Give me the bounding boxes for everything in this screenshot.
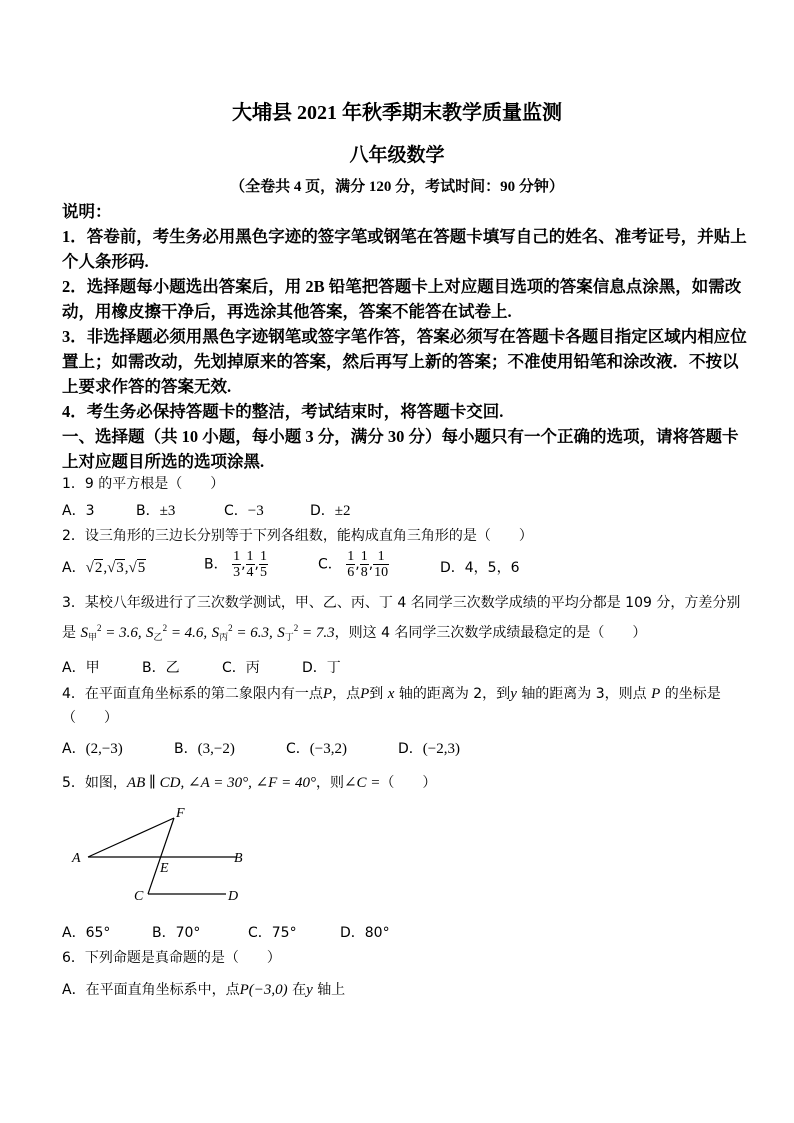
- value: = 3.6,: [105, 625, 142, 641]
- fraction: [232, 549, 241, 580]
- option-value: (3,−2): [197, 741, 235, 757]
- option-label: A．: [62, 741, 86, 757]
- option-a: A．甲: [62, 660, 100, 676]
- exam-title: 大埔县 2021 年秋季期末教学质量监测: [232, 102, 562, 124]
- subscript: 甲: [87, 632, 97, 642]
- option-label: B．: [204, 556, 228, 573]
- question-4-answer-blank: （ ）: [62, 710, 118, 726]
- option-value: −3: [247, 503, 264, 519]
- numerator: 1: [246, 549, 254, 564]
- text: ，则这 4 名同学三次数学成绩最稳定的是（ ）: [334, 625, 647, 641]
- math-expression: AB ∥ CD, ∠A = 30°, ∠F = 40°: [126, 775, 316, 791]
- variance-ding: [277, 625, 334, 641]
- option-b: B． $\frac{1}{3}$ , $\frac{1}{4}$ , $\frac{1}{5}$: [204, 549, 267, 580]
- variable-y: y: [306, 982, 313, 998]
- option-d: D．4，5，6: [440, 560, 520, 576]
- option-b: [174, 738, 235, 758]
- text: 轴的距离为 2，到: [398, 686, 511, 702]
- superscript: 2: [96, 623, 102, 633]
- radicand: 2: [94, 560, 103, 576]
- text: 在: [292, 982, 307, 998]
- instruction-line: 置上；如需改动，先划掉原来的答案，然后再写上新的答案；不准使用铅笔和涂改液．不按以: [62, 352, 739, 371]
- text: A．在平面直角坐标系中，点: [62, 982, 240, 998]
- option-value: (2,−3): [85, 741, 123, 757]
- option-a: [62, 557, 146, 577]
- question-1-stem: 1．9 的平方根是（ ）: [62, 476, 225, 492]
- denominator: 10: [374, 565, 389, 580]
- variance-bing: [212, 625, 273, 641]
- option-label: A．: [62, 560, 86, 576]
- denominator: 6: [347, 565, 355, 580]
- value: = 4.6,: [170, 625, 208, 641]
- text: 4．在平面直角坐标系的第二象限内有一点: [62, 686, 323, 702]
- question-3-stem: 3．某校八年级进行了三次数学测试，甲、乙、丙、丁 4 名同学三次数学成绩的平均分都是 109 分，方差分别: [62, 595, 741, 611]
- variance-yi: [146, 625, 207, 641]
- variable-s: S: [211, 625, 220, 641]
- geometry-figure: [64, 800, 264, 910]
- option-value: (−3,2): [309, 741, 347, 757]
- superscript: 2: [162, 623, 168, 633]
- math-point: P(−3,0): [239, 982, 288, 998]
- line-af: [88, 818, 174, 857]
- option-d: [398, 738, 460, 758]
- option-d: D．80°: [340, 925, 390, 941]
- fraction: [346, 549, 355, 580]
- subscript: 丁: [284, 632, 294, 642]
- point-label-c: C: [134, 889, 144, 904]
- radical-expression: √2,√3,√5: [85, 560, 146, 576]
- variable-s: S: [146, 625, 154, 641]
- text: 轴上: [317, 982, 346, 998]
- instruction-line: 个人条形码.: [62, 252, 149, 271]
- fraction: [246, 549, 255, 580]
- option-a: A．3: [62, 503, 95, 519]
- option-c: C． $\frac{1}{6}$ , $\frac{1}{8}$ , $\frac{1}{10}$: [318, 549, 389, 580]
- line-fc: [148, 818, 174, 894]
- denominator: 8: [360, 565, 368, 580]
- option-a: A．65°: [62, 925, 111, 941]
- subscript: 丙: [219, 632, 229, 642]
- instruction-line: 动，用橡皮擦干净后，再选涂其他答案，答案不能答在试卷上.: [62, 302, 512, 321]
- question-6-stem: 6．下列命题是真命题的是（ ）: [62, 950, 281, 966]
- value: = 6.3,: [236, 625, 273, 641]
- radicand: 5: [137, 560, 146, 576]
- variable-p: P: [651, 686, 661, 702]
- option-label: B．: [174, 741, 198, 757]
- text: 轴的距离为 3，则点: [521, 686, 647, 702]
- superscript: 2: [293, 623, 299, 633]
- section-heading: 一、选择题（共 10 小题，每小题 3 分，满分 30 分）每小题只有一个正确的选项，请将答题卡: [62, 427, 739, 446]
- instruction-line: 4．考生务必保持答题卡的整洁，考试结束时，将答题卡交回.: [62, 402, 504, 421]
- text: 的坐标是: [664, 686, 721, 702]
- option-value: ±3: [159, 503, 176, 519]
- numerator: 1: [373, 549, 389, 565]
- point-label-f: F: [176, 806, 185, 821]
- instructions-label: 说明：: [62, 202, 112, 221]
- fraction: [259, 549, 268, 580]
- text: ，则: [315, 775, 344, 791]
- variable-y: y: [510, 686, 517, 702]
- variable-p: P: [360, 686, 370, 702]
- option-label: D．: [398, 741, 423, 757]
- option-label: C．: [318, 556, 342, 573]
- superscript: 2: [228, 623, 233, 633]
- denominator: 5: [259, 565, 267, 580]
- radicand: 3: [116, 560, 124, 576]
- numerator: 1: [259, 549, 267, 564]
- option-d: [310, 500, 351, 520]
- instruction-line: 上要求作答的答案无效.: [62, 377, 232, 396]
- instruction-line: 2．选择题每小题选出答案后，用 2B 铅笔把答题卡上对应题目选项的答案信息点涂黑，如需改: [62, 277, 742, 296]
- question-2-stem: 2．设三角形的三边长分别等于下列各组数，能构成直角三角形的是（ ）: [62, 528, 533, 544]
- numerator: 1: [347, 549, 355, 564]
- section-heading: 上对应题目所选的选项涂黑.: [62, 452, 265, 471]
- fraction: [360, 549, 369, 580]
- text: ，点: [332, 686, 361, 702]
- numerator: 1: [233, 549, 241, 564]
- option-b: [136, 500, 175, 520]
- text: 是: [62, 625, 76, 641]
- option-c: C．75°: [248, 925, 297, 941]
- option-label: D．: [310, 503, 335, 519]
- exam-info: （全卷共 4 页，满分 120 分，考试时间：90 分钟）: [230, 179, 564, 195]
- point-label-e: E: [160, 861, 169, 876]
- point-label-d: D: [228, 889, 239, 904]
- question-3-variances: [62, 622, 646, 643]
- subscript: 乙: [153, 632, 163, 642]
- fraction: [373, 549, 389, 580]
- variance-jia: [80, 625, 141, 641]
- question-6-option-a: [62, 979, 345, 999]
- math-expression: ∠C =: [343, 775, 381, 791]
- text: 5．如图，: [62, 775, 127, 791]
- variable-s: S: [277, 625, 285, 641]
- option-b: B．乙: [142, 660, 180, 676]
- exam-subtitle: 八年级数学: [349, 145, 445, 166]
- denominator: 3: [233, 565, 241, 580]
- text: （ ）: [380, 775, 437, 791]
- point-label-a: A: [72, 851, 81, 866]
- option-c: [286, 738, 347, 758]
- variable-p: P: [322, 686, 333, 702]
- option-label: C．: [286, 741, 310, 757]
- option-value: (−2,3): [422, 741, 460, 757]
- instruction-line: 3．非选择题必须用黑色字迹钢笔或签字笔作答，答案必须写在答题卡各题目指定区域内相应位: [62, 327, 747, 346]
- option-b: B．70°: [152, 925, 201, 941]
- question-5-stem: [62, 772, 436, 792]
- numerator: 1: [360, 549, 368, 564]
- option-label: B．: [136, 503, 160, 519]
- text: 到: [369, 686, 384, 702]
- variable-s: S: [80, 625, 88, 641]
- variable-x: x: [387, 686, 395, 702]
- option-label: C．: [224, 503, 248, 519]
- instruction-line: 1．答卷前，考生务必用黑色字迹的签字笔或钢笔在答题卡填写自己的姓名、准考证号，并贴上: [62, 227, 747, 246]
- option-value: ±2: [334, 503, 351, 519]
- point-label-b: B: [234, 851, 243, 866]
- value: = 7.3: [302, 625, 335, 641]
- question-4-stem: [62, 683, 721, 703]
- denominator: 4: [246, 565, 254, 580]
- option-c: [224, 500, 264, 520]
- option-c: C．丙: [222, 660, 260, 676]
- option-a: [62, 738, 123, 758]
- option-d: D．丁: [302, 660, 341, 676]
